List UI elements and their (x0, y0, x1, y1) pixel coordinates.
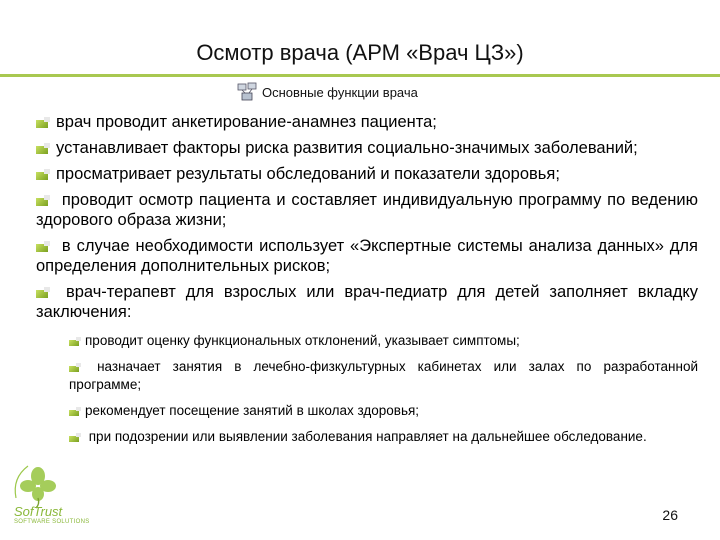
bullet-icon (36, 241, 50, 252)
page-number: 26 (662, 507, 678, 523)
bullet-icon (36, 117, 50, 128)
title-divider (0, 74, 720, 77)
computer-network-icon (236, 82, 258, 102)
bullet-icon (36, 287, 50, 298)
bullet-icon (36, 143, 50, 154)
bullet-icon (36, 169, 50, 180)
bullet-icon (69, 363, 81, 372)
sub-list-item: назначает занятия в лечебно-физкультурных кабинетах или залах по разработанной программе; (69, 359, 698, 392)
sub-list-item: при подозрении или выявлении заболевания направляет на дальнейшее обследование. (69, 428, 698, 446)
list-item: просматривает результаты обследований и показатели здоровья; (36, 164, 698, 184)
list-item: врач-терапевт для взрослых или врач-педиатр для детей заполняет вкладку заключения: (36, 283, 698, 321)
list-item: врач проводит анкетирование-анамнез пациента; (36, 112, 698, 132)
sub-list-item: рекомендует посещение занятий в школах здоровья; (69, 402, 698, 420)
sub-list-item: проводит оценку функциональных отклонений, указывает симптомы; (69, 332, 698, 350)
bullet-icon (36, 195, 50, 206)
bullet-icon (69, 337, 81, 346)
list-item: в случае необходимости использует «Экспертные системы анализа данных» для определения дополнительных рисков; (36, 237, 698, 275)
section-subtitle (236, 82, 418, 102)
list-item: устанавливает факторы риска развития социально-значимых заболеваний; (36, 138, 698, 158)
bullet-list (36, 112, 698, 454)
list-item: проводит осмотр пациента и составляет индивидуальную программу по ведению здорового образа жизни; (36, 191, 698, 229)
bullet-icon (69, 407, 81, 416)
subtitle-text: Основные функции врача (262, 84, 418, 100)
logo-tagline: SOFTWARE SOLUTIONS (14, 519, 90, 525)
bullet-icon (69, 433, 81, 442)
slide-title: Осмотр врача (АРМ «Врач ЦЗ») (196, 40, 524, 65)
logo-name: SofTrust (14, 504, 63, 519)
